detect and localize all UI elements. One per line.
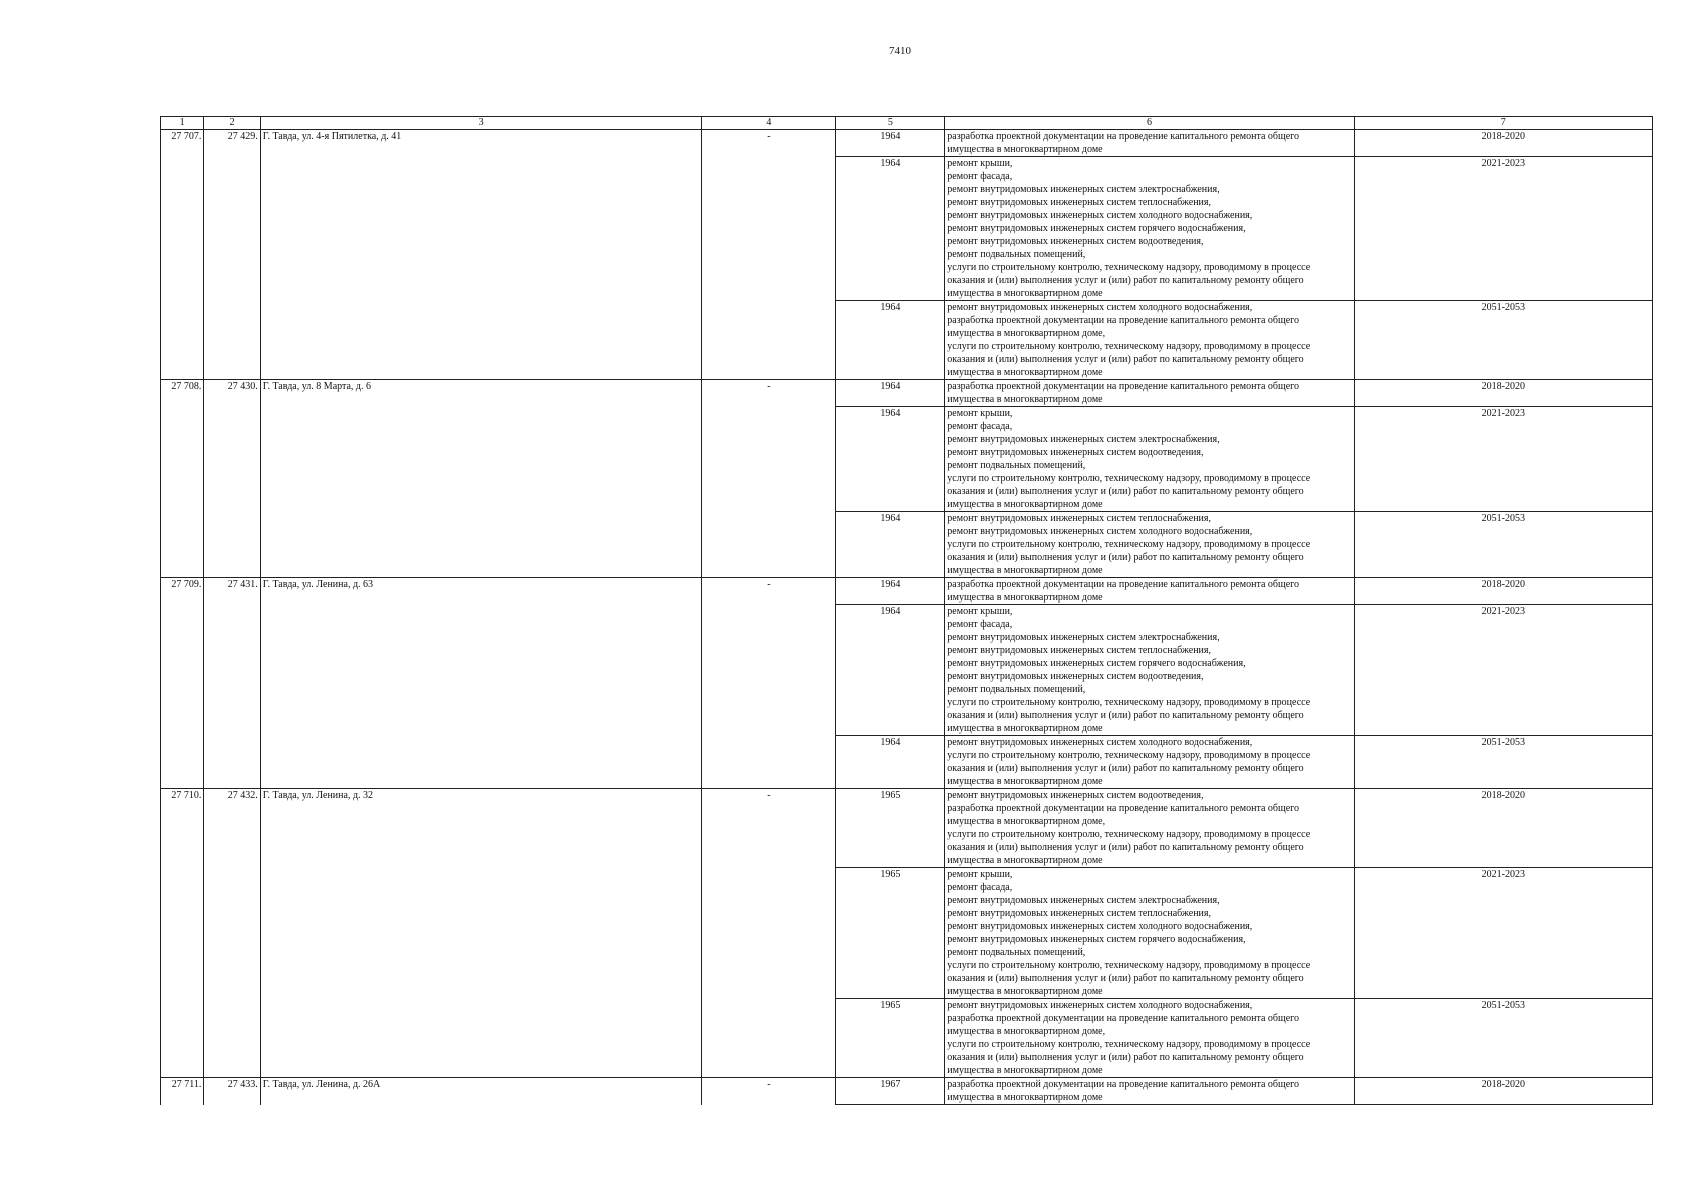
work-item: оказания и (или) выполнения услуг и (или) работ по капитальному ремонту общего bbox=[947, 486, 1304, 497]
work-item: ремонт внутридомовых инженерных систем холодного водоснабжения, bbox=[947, 210, 1253, 221]
build-year: 1965 bbox=[836, 999, 945, 1078]
house-area: - bbox=[702, 1078, 836, 1105]
work-item: услуги по строительному контролю, техническому надзору, проводимому в процессе bbox=[947, 697, 1311, 708]
work-item: имущества в многоквартирном доме bbox=[947, 394, 1103, 405]
build-year: 1965 bbox=[836, 789, 945, 868]
repair-period: 2051-2053 bbox=[1354, 736, 1652, 789]
work-item: ремонт внутридомовых инженерных систем горячего водоснабжения, bbox=[947, 934, 1246, 945]
table-body bbox=[161, 130, 1653, 1105]
work-item: разработка проектной документации на проведение капитального ремонта общего bbox=[947, 315, 1299, 326]
work-item: ремонт фасада, bbox=[947, 171, 1013, 182]
row-number: 27 710. bbox=[161, 789, 204, 1078]
row-number: 27 708. bbox=[161, 380, 204, 578]
work-item: ремонт подвальных помещений, bbox=[947, 249, 1086, 260]
work-list bbox=[945, 868, 1354, 999]
work-item: оказания и (или) выполнения услуг и (или) работ по капитальному ремонту общего bbox=[947, 973, 1304, 984]
work-list bbox=[945, 605, 1354, 736]
repair-period: 2018-2020 bbox=[1354, 130, 1652, 157]
work-item: ремонт фасада, bbox=[947, 619, 1013, 630]
house-area: - bbox=[702, 130, 836, 380]
work-item: ремонт внутридомовых инженерных систем холодного водоснабжения, bbox=[947, 921, 1253, 932]
build-year: 1964 bbox=[836, 736, 945, 789]
work-item: ремонт внутридомовых инженерных систем электроснабжения, bbox=[947, 434, 1220, 445]
repair-period: 2051-2053 bbox=[1354, 512, 1652, 578]
work-item: имущества в многоквартирном доме, bbox=[947, 1026, 1106, 1037]
table-row bbox=[161, 578, 1653, 605]
work-item: услуги по строительному контролю, техническому надзору, проводимому в процессе bbox=[947, 473, 1311, 484]
house-number: 27 429. bbox=[204, 130, 260, 380]
column-header-3: 3 bbox=[260, 117, 702, 130]
column-header-6: 6 bbox=[945, 117, 1354, 130]
work-item: имущества в многоквартирном доме bbox=[947, 592, 1103, 603]
build-year: 1964 bbox=[836, 512, 945, 578]
work-item: разработка проектной документации на проведение капитального ремонта общего bbox=[947, 1079, 1299, 1090]
work-item: разработка проектной документации на проведение капитального ремонта общего bbox=[947, 1013, 1299, 1024]
build-year: 1964 bbox=[836, 380, 945, 407]
work-item: разработка проектной документации на проведение капитального ремонта общего bbox=[947, 803, 1299, 814]
build-year: 1964 bbox=[836, 130, 945, 157]
work-item: услуги по строительному контролю, техническому надзору, проводимому в процессе bbox=[947, 262, 1311, 273]
work-item: ремонт фасада, bbox=[947, 421, 1013, 432]
table-row bbox=[161, 789, 1653, 868]
work-list bbox=[945, 736, 1354, 789]
work-item: оказания и (или) выполнения услуг и (или) работ по капитальному ремонту общего bbox=[947, 710, 1304, 721]
column-header-7: 7 bbox=[1354, 117, 1652, 130]
work-item: ремонт внутридомовых инженерных систем теплоснабжения, bbox=[947, 908, 1211, 919]
work-item: имущества в многоквартирном доме bbox=[947, 144, 1103, 155]
work-item: ремонт внутридомовых инженерных систем электроснабжения, bbox=[947, 632, 1220, 643]
build-year: 1964 bbox=[836, 301, 945, 380]
house-address: Г. Тавда, ул. 8 Марта, д. 6 bbox=[260, 380, 702, 578]
work-list bbox=[945, 380, 1354, 407]
build-year: 1964 bbox=[836, 407, 945, 512]
house-address: Г. Тавда, ул. Ленина, д. 63 bbox=[260, 578, 702, 789]
work-item: имущества в многоквартирном доме, bbox=[947, 816, 1106, 827]
work-item: ремонт внутридомовых инженерных систем теплоснабжения, bbox=[947, 645, 1211, 656]
work-item: услуги по строительному контролю, техническому надзору, проводимому в процессе bbox=[947, 1039, 1311, 1050]
work-item: оказания и (или) выполнения услуг и (или) работ по капитальному ремонту общего bbox=[947, 763, 1304, 774]
house-number: 27 433. bbox=[204, 1078, 260, 1105]
work-item: ремонт внутридомовых инженерных систем водоотведения, bbox=[947, 236, 1204, 247]
work-item: ремонт внутридомовых инженерных систем теплоснабжения, bbox=[947, 197, 1211, 208]
work-item: ремонт внутридомовых инженерных систем холодного водоснабжения, bbox=[947, 1000, 1253, 1011]
work-item: имущества в многоквартирном доме bbox=[947, 1065, 1103, 1076]
work-item: имущества в многоквартирном доме bbox=[947, 288, 1103, 299]
table-row bbox=[161, 380, 1653, 407]
house-number: 27 431. bbox=[204, 578, 260, 789]
work-item: услуги по строительному контролю, техническому надзору, проводимому в процессе bbox=[947, 341, 1311, 352]
work-item: оказания и (или) выполнения услуг и (или) работ по капитальному ремонту общего bbox=[947, 1052, 1304, 1063]
work-list bbox=[945, 1078, 1354, 1105]
repair-period: 2021-2023 bbox=[1354, 157, 1652, 301]
repair-period: 2018-2020 bbox=[1354, 789, 1652, 868]
work-item: имущества в многоквартирном доме bbox=[947, 565, 1103, 576]
work-list bbox=[945, 301, 1354, 380]
build-year: 1964 bbox=[836, 605, 945, 736]
table-row bbox=[161, 130, 1653, 157]
work-item: имущества в многоквартирном доме bbox=[947, 723, 1103, 734]
work-item: ремонт крыши, bbox=[947, 606, 1013, 617]
row-number: 27 707. bbox=[161, 130, 204, 380]
work-item: имущества в многоквартирном доме bbox=[947, 855, 1103, 866]
row-number: 27 711. bbox=[161, 1078, 204, 1105]
house-address: Г. Тавда, ул. Ленина, д. 32 bbox=[260, 789, 702, 1078]
house-address: Г. Тавда, ул. Ленина, д. 26А bbox=[260, 1078, 702, 1105]
capital-repair-table bbox=[160, 116, 1653, 1105]
repair-period: 2051-2053 bbox=[1354, 301, 1652, 380]
repair-period: 2021-2023 bbox=[1354, 407, 1652, 512]
work-item: услуги по строительному контролю, техническому надзору, проводимому в процессе bbox=[947, 829, 1311, 840]
work-item: ремонт внутридомовых инженерных систем электроснабжения, bbox=[947, 184, 1220, 195]
work-item: ремонт крыши, bbox=[947, 869, 1013, 880]
work-item: имущества в многоквартирном доме bbox=[947, 499, 1103, 510]
page-number: 7410 bbox=[889, 45, 911, 57]
column-header-1: 1 bbox=[161, 117, 204, 130]
table-header bbox=[161, 117, 1653, 130]
column-header-4: 4 bbox=[702, 117, 836, 130]
work-item: ремонт внутридомовых инженерных систем водоотведения, bbox=[947, 790, 1204, 801]
work-item: ремонт внутридомовых инженерных систем холодного водоснабжения, bbox=[947, 737, 1253, 748]
house-area: - bbox=[702, 578, 836, 789]
work-item: ремонт крыши, bbox=[947, 408, 1013, 419]
repair-period: 2051-2053 bbox=[1354, 999, 1652, 1078]
work-item: имущества в многоквартирном доме bbox=[947, 986, 1103, 997]
work-item: ремонт внутридомовых инженерных систем горячего водоснабжения, bbox=[947, 223, 1246, 234]
work-item: разработка проектной документации на проведение капитального ремонта общего bbox=[947, 381, 1299, 392]
column-header-5: 5 bbox=[836, 117, 945, 130]
work-item: разработка проектной документации на проведение капитального ремонта общего bbox=[947, 131, 1299, 142]
house-address: Г. Тавда, ул. 4-я Пятилетка, д. 41 bbox=[260, 130, 702, 380]
work-item: ремонт внутридомовых инженерных систем холодного водоснабжения, bbox=[947, 302, 1253, 313]
repair-period: 2018-2020 bbox=[1354, 380, 1652, 407]
row-number: 27 709. bbox=[161, 578, 204, 789]
work-list bbox=[945, 407, 1354, 512]
work-item: услуги по строительному контролю, техническому надзору, проводимому в процессе bbox=[947, 960, 1311, 971]
work-item: услуги по строительному контролю, техническому надзору, проводимому в процессе bbox=[947, 750, 1311, 761]
work-item: ремонт подвальных помещений, bbox=[947, 460, 1086, 471]
work-item: ремонт крыши, bbox=[947, 158, 1013, 169]
house-number: 27 432. bbox=[204, 789, 260, 1078]
build-year: 1964 bbox=[836, 157, 945, 301]
work-list bbox=[945, 999, 1354, 1078]
work-list bbox=[945, 157, 1354, 301]
repair-period: 2021-2023 bbox=[1354, 868, 1652, 999]
house-area: - bbox=[702, 380, 836, 578]
work-list bbox=[945, 512, 1354, 578]
work-item: ремонт внутридомовых инженерных систем водоотведения, bbox=[947, 671, 1204, 682]
work-item: оказания и (или) выполнения услуг и (или) работ по капитальному ремонту общего bbox=[947, 842, 1304, 853]
table-row bbox=[161, 1078, 1653, 1105]
work-item: ремонт внутридомовых инженерных систем водоотведения, bbox=[947, 447, 1204, 458]
work-item: ремонт фасада, bbox=[947, 882, 1013, 893]
build-year: 1964 bbox=[836, 578, 945, 605]
work-list bbox=[945, 789, 1354, 868]
work-item: услуги по строительному контролю, техническому надзору, проводимому в процессе bbox=[947, 539, 1311, 550]
work-item: ремонт внутридомовых инженерных систем холодного водоснабжения, bbox=[947, 526, 1253, 537]
work-item: ремонт внутридомовых инженерных систем теплоснабжения, bbox=[947, 513, 1211, 524]
repair-period: 2021-2023 bbox=[1354, 605, 1652, 736]
house-number: 27 430. bbox=[204, 380, 260, 578]
build-year: 1965 bbox=[836, 868, 945, 999]
work-list bbox=[945, 130, 1354, 157]
work-item: ремонт внутридомовых инженерных систем электроснабжения, bbox=[947, 895, 1220, 906]
work-item: ремонт подвальных помещений, bbox=[947, 684, 1086, 695]
work-item: имущества в многоквартирном доме bbox=[947, 367, 1103, 378]
work-item: имущества в многоквартирном доме bbox=[947, 1092, 1103, 1103]
build-year: 1967 bbox=[836, 1078, 945, 1105]
repair-period: 2018-2020 bbox=[1354, 578, 1652, 605]
work-list bbox=[945, 578, 1354, 605]
repair-period: 2018-2020 bbox=[1354, 1078, 1652, 1105]
work-item: ремонт подвальных помещений, bbox=[947, 947, 1086, 958]
work-item: имущества в многоквартирном доме, bbox=[947, 328, 1106, 339]
work-item: имущества в многоквартирном доме bbox=[947, 776, 1103, 787]
column-header-2: 2 bbox=[204, 117, 260, 130]
work-item: оказания и (или) выполнения услуг и (или) работ по капитальному ремонту общего bbox=[947, 552, 1304, 563]
work-item: оказания и (или) выполнения услуг и (или) работ по капитальному ремонту общего bbox=[947, 354, 1304, 365]
work-item: оказания и (или) выполнения услуг и (или) работ по капитальному ремонту общего bbox=[947, 275, 1304, 286]
work-item: разработка проектной документации на проведение капитального ремонта общего bbox=[947, 579, 1299, 590]
house-area: - bbox=[702, 789, 836, 1078]
work-item: ремонт внутридомовых инженерных систем горячего водоснабжения, bbox=[947, 658, 1246, 669]
